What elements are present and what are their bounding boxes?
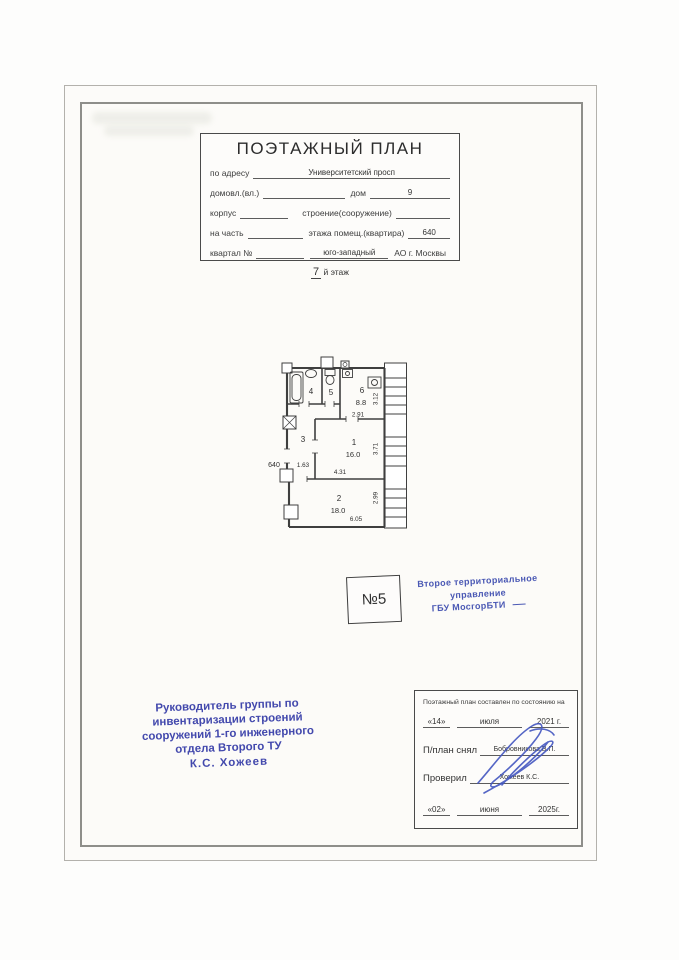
stamp-number: №5 bbox=[361, 590, 387, 609]
korpus-value-blank bbox=[240, 209, 288, 219]
structure-value-blank bbox=[396, 209, 450, 219]
org-stamp bbox=[403, 571, 553, 616]
approver-line2: инвентаризации строений bbox=[152, 711, 303, 729]
checked-year: 2025г. bbox=[529, 805, 569, 816]
korpus-label: корпус bbox=[210, 208, 237, 218]
part-label: на часть bbox=[210, 228, 244, 238]
checked-date-row bbox=[423, 805, 569, 816]
document-title: ПОЭТАЖНЫЙ ПЛАН bbox=[236, 139, 424, 158]
checked-month: июня bbox=[457, 805, 522, 816]
room6-width-dim: 2.91 bbox=[351, 411, 365, 419]
stove-icon bbox=[368, 377, 381, 388]
form-row-house bbox=[210, 188, 450, 199]
approver-stamp bbox=[109, 695, 347, 774]
room1-area: 16.0 bbox=[345, 450, 361, 459]
checker-name: Хожеев К.С. bbox=[470, 773, 569, 784]
room2-number: 2 bbox=[336, 494, 342, 503]
homestead-value-blank bbox=[263, 189, 345, 199]
address-value: Университетский просп bbox=[253, 168, 450, 179]
room6-height-dim: 3.12 bbox=[372, 392, 380, 406]
outer-walls bbox=[287, 367, 385, 527]
org-stamp-line2: управление bbox=[449, 587, 507, 600]
apartment-number-label: 640 bbox=[268, 462, 280, 469]
okrug-label: АО г. Москвы bbox=[394, 248, 446, 258]
org-stamp-line3: ГБУ МосгорБТИ bbox=[404, 596, 552, 616]
plan-labels bbox=[268, 386, 379, 523]
room5-number: 5 bbox=[328, 388, 334, 397]
floor-suffix: й этаж bbox=[323, 267, 349, 277]
form-row-district bbox=[210, 248, 450, 259]
checker-label: Проверил bbox=[423, 773, 467, 784]
address-label: по адресу bbox=[210, 168, 250, 178]
checker-row bbox=[423, 773, 569, 784]
homestead-label: домовл.(вл.) bbox=[210, 188, 260, 198]
part-value-blank bbox=[248, 229, 303, 239]
room3-number: 3 bbox=[300, 435, 306, 444]
room4-number: 4 bbox=[308, 387, 314, 396]
approver-line1: Руководитель группы по bbox=[155, 697, 299, 715]
room1-height-dim: 3.71 bbox=[372, 442, 380, 456]
room2-area: 18.0 bbox=[330, 506, 346, 515]
form-row-address bbox=[210, 168, 450, 179]
room1-number: 1 bbox=[351, 438, 357, 447]
surveyor-row bbox=[423, 745, 569, 756]
approver-name: К.С. Хожеев bbox=[189, 755, 269, 771]
compiled-month: июля bbox=[457, 717, 522, 728]
exterior-wall-strip bbox=[385, 363, 407, 528]
room1-width-dim: 4.31 bbox=[333, 469, 347, 476]
house-label: дом bbox=[350, 188, 366, 198]
kvartal-value-blank bbox=[256, 249, 304, 259]
structure-label: строение(сооружение) bbox=[302, 208, 392, 218]
house-value: 9 bbox=[370, 188, 450, 199]
form-row-unit bbox=[210, 228, 450, 239]
table-header: Поэтажный план составлен по состоянию на bbox=[423, 699, 565, 706]
kitchen-sink-icon bbox=[343, 370, 353, 378]
room2-height-dim: 2.99 bbox=[372, 491, 380, 505]
faint-stamp-smudge bbox=[104, 126, 194, 136]
surveyor-label: П/план снял bbox=[423, 745, 478, 756]
kvartal-label: квартал № bbox=[210, 248, 253, 258]
org-stamp-line1: Второе территориальное bbox=[417, 572, 538, 590]
room6-number: 6 bbox=[359, 386, 365, 395]
date-signature-table bbox=[414, 690, 578, 829]
faint-stamp-smudge bbox=[92, 112, 212, 124]
floor-unit-label: этажа помещ.(квартира) bbox=[308, 228, 405, 238]
unit-value: 640 bbox=[408, 228, 450, 239]
washbasin-icon bbox=[306, 370, 317, 378]
compiled-day: «14» bbox=[423, 717, 450, 728]
door-ticks bbox=[284, 401, 358, 482]
approver-line4: отдела Второго ТУ bbox=[175, 740, 282, 756]
bathtub-icon bbox=[290, 372, 303, 403]
room2-width-dim: 6.05 bbox=[349, 516, 363, 523]
compiled-year: 2021 г. bbox=[529, 717, 569, 728]
compiled-date-row bbox=[423, 717, 569, 728]
floor-caption bbox=[200, 266, 460, 278]
hall-width-dim: 1.63 bbox=[296, 462, 310, 469]
title-form-box bbox=[200, 133, 460, 261]
stamp-number-box bbox=[346, 575, 402, 624]
handwritten-signature bbox=[470, 719, 575, 804]
approver-line3: сооружений 1-го инженерного bbox=[141, 725, 315, 743]
checked-day: «02» bbox=[423, 805, 450, 816]
surveyor-name: Бобровникова В.П. bbox=[480, 745, 569, 756]
form-row-building bbox=[210, 208, 450, 219]
floor-number: 7 bbox=[313, 266, 320, 278]
toilet-icon bbox=[325, 370, 335, 385]
room6-area: 8.8 bbox=[355, 398, 367, 407]
district-value: юго-западный bbox=[310, 248, 388, 259]
stamp-dash bbox=[513, 604, 526, 606]
floor-plan-drawing bbox=[262, 352, 412, 538]
